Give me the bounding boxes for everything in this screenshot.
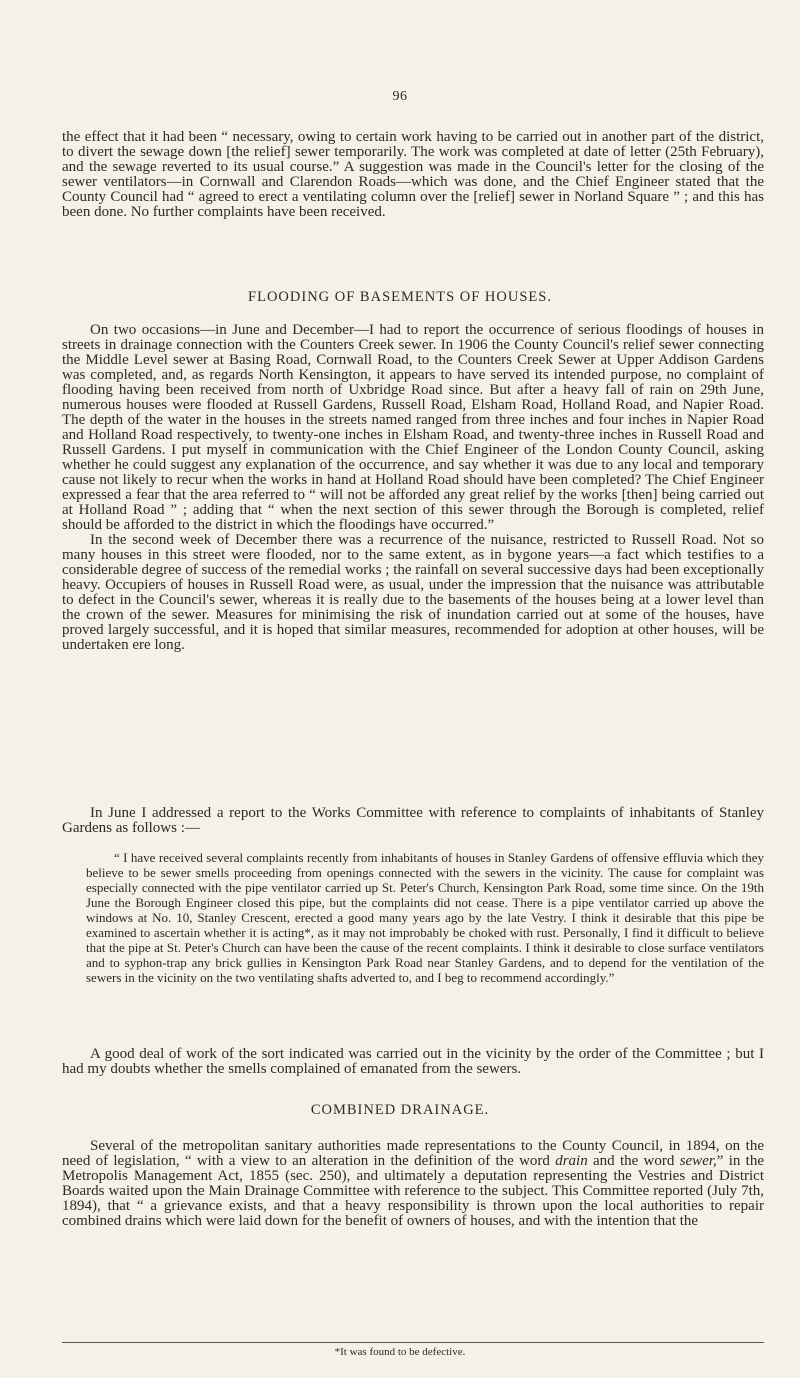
combined-text-start: Several of the metropolitan sanitary authorities made representations to the County Council, in 1894, on the need of legislation, “ with a view to an alteration in the definition of the word xyxy=(62,1138,764,1169)
stanley-gardens-quote: “ I have received several complaints recently from inhabitants of houses in Stanley Gardens of offensive effluvia which they believe to be sewer smells proceeding from openings connected with the sewers in the vicinity. The cause for complaint was especially connected with the pipe ventilator carried up St. Peter's Church, Kensington Park Road, some time since. On the 19th June the Borough Engineer closed this pipe, but the complaints did not cease. There is a pipe ventilator carried up above the windows at No. 10, Stanley Crescent, erected a good many years ago by the late Vestry. I think it desirable that this pipe be examined to ascertain whether it is acting*, as it may not improbably be choked with rust. Personally, I find it difficult to believe that the pipe at St. Peter's Church can have been the cause of the recent complaints. I think it desirable to close surface ventilators and to syphon-trap any brick gullies in Kensington Park Road near Stanley Gardens, and to depend for the ventilation of the sewers in the vicinity on the two ventilating shafts adverted to, and I beg to recommend accordingly.” xyxy=(86,850,764,985)
committee-conclusion-block xyxy=(62,1047,764,1077)
combined-text-end: ” in the Metropolis Management Act, 1855 (sec. 250), and ultimately a deputation representing the Vestries and District Boards waited upon the Main Drainage Committee with reference to the subject. This Committee reported (July 7th, 1894), that “ a grievance exists, and that a heavy responsibility is thrown upon the local authorities to repair combined drains which were laid down for the benefit of owners of houses, and with the intention that the xyxy=(62,1153,765,1229)
combined-drainage-paragraph xyxy=(62,1139,764,1229)
flooding-section xyxy=(62,323,764,653)
block-quote xyxy=(86,850,764,985)
works-committee-intro-block xyxy=(62,806,764,836)
page-number: 96 xyxy=(392,89,408,104)
sewer-term: sewer, xyxy=(679,1153,717,1169)
combined-text-mid: and the word xyxy=(587,1153,680,1169)
intro-paragraph: the effect that it had been “ necessary, owing to certain work having to be carried out in another part of the district, to divert the sewage down [the relief] sewer temporarily. The work was completed at date of letter (25th February), and the sewage reverted to its usual course.” A suggestion was made in the Council's letter for the closing of the sewer ventilators—in Cornwall and Clarendon Roads—which was done, and the Chief Engineer stated that the County Council had “ agreed to erect a ventilating column over the [relief] sewer in Norland Square ” ; and this has been done. No further complaints have been received. xyxy=(62,129,764,220)
combined-drainage-heading: COMBINED DRAINAGE. xyxy=(310,1102,490,1118)
combined-drainage-section xyxy=(62,1139,764,1229)
flooding-paragraph-4: A good deal of work of the sort indicated was carried out in the vicinity by the order of the Committee ; but I had my doubts whether the smells complained of emanated from the sewers. xyxy=(62,1046,764,1077)
intro-paragraph-block xyxy=(62,130,764,220)
flooding-paragraph-2: In the second week of December there was a recurrence of the nuisance, restricted to Russell Road. Not so many houses in this street were flooded, nor to the same extent, as in bygone years—a fact which testifies to a considerable degree of success of the remedial works ; the rainfall on several successive days had been exceptionally heavy. Occupiers of houses in Russell Road were, as usual, under the impression that the nuisance was attributable to defect in the Council's sewer, whereas it is really due to the basements of the houses being at a lower level than the crown of the sewer. Measures for minimising the risk of inundation carried out at some of the houses, have proved largely successful, and it is hoped that similar measures, recommended for adoption at other houses, will be undertaken ere long. xyxy=(62,532,764,653)
footnote: *It was found to be defective. xyxy=(334,1346,466,1358)
drain-term: drain xyxy=(555,1153,588,1169)
footnote-divider xyxy=(62,1342,764,1343)
flooding-paragraph-3: In June I addressed a report to the Works Committee with reference to complaints of inhabitants of Stanley Gardens as follows :— xyxy=(62,805,764,836)
flooding-paragraph-1: On two occasions—in June and December—I had to report the occurrence of serious floodings of houses in streets in drainage connection with the Counters Creek sewer. In 1906 the County Council's relief sewer connecting the Middle Level sewer at Basing Road, Cornwall Road, to the Counters Creek Sewer at Upper Addison Gardens was completed, and, as regards North Kensington, it appears to have served its intended purpose, no complaint of flooding having been received from north of Uxbridge Road since. But after a heavy fall of rain on 29th June, numerous houses were flooded at Russell Gardens, Russell Road, Elsham Road, Holland Road, and Napier Road. The depth of the water in the houses in the streets named ranged from three inches and four inches in Napier Road and Holland Road respectively, to twenty-one inches in Elsham Road, and twenty-three inches in Russell Road and Russell Gardens. I put myself in communication with the Chief Engineer of the London County Council, asking whether he could suggest any explanation of the occurrence, and say whether it was due to any local and temporary cause not likely to recur when the works in hand at Holland Road should have been completed? The Chief Engineer expressed a fear that the area referred to “ will not be afforded any great relief by the works [then] being carried out at Holland Road ” ; adding that “ when the next section of this sewer through the Borough is completed, relief should be afforded to the district in which the floodings have occurred.” xyxy=(62,322,764,533)
flooding-heading: FLOODING OF BASEMENTS OF HOUSES. xyxy=(248,289,552,305)
